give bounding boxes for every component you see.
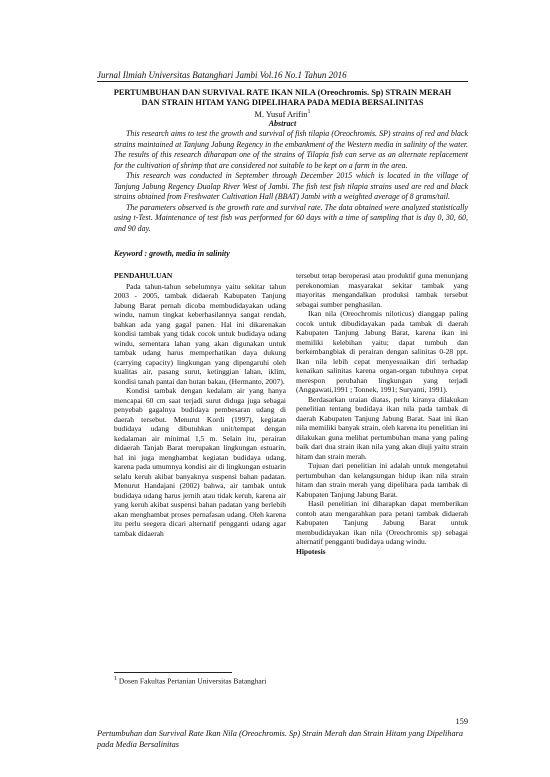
abstract-heading: Abstract (268, 119, 297, 128)
body-paragraph: Pada tahun-tahun sebelumnya yaitu sekitar tahun 2003 - 2005, tambak didaerah Kabupaten Tanjung Jabung Barat pernah dicoba membudidayakan udang windu, namun tingkat keberhasilannya sangat rendah, bahkan ada yang gagal panen. Hal ini dikarenakan kondisi tambak yang tidak cocok untuk budidaya udang windu, sementara lahan yang akan digunakan untuk tambak udang harus memperhatikan daya dukung (carrying capacity) lingkungan yang dipengaruhi oleh kualitas air, pasang surut, ketinggian lahan, iklim, kondisi tanah pantai dan hutan bakau, (Hermanto, 2007). (114, 281, 286, 386)
author-name: M. Yusuf Arifin (254, 109, 308, 119)
abstract-paragraph: The parameters observed is the growth rate and survival rate. The data obtained were analyzed statistically using t-Test. Maintenance of test fish was performed for 60 days with a time of sampling that is day 0, 30, 60, and 90 day. (114, 202, 468, 233)
body-paragraph: Hasil penelitian ini diharapkan dapat memberikan contoh atau mengarahkan para petani tambak didaerah Kabupaten Tanjung Jabung Barat untuk membudidayakan ikan nila (Oreochromis sp) sebagai alternatif pengganti budidaya udang windu. (296, 499, 468, 546)
author-footnote-mark: 1 (307, 109, 311, 115)
keywords: Keyword : growth, media in salinity (114, 249, 230, 258)
right-column (296, 271, 468, 557)
abstract-body (114, 129, 468, 234)
left-column (114, 271, 286, 538)
footnote-text: Dosen Fakultas Pertanian Universitas Batanghari (118, 676, 267, 686)
title-line-2: DAN STRAIN HITAM YANG DIPELIHARA PADA MEDIA BERSALINITAS (141, 98, 424, 108)
footnote-mark: 1 (114, 676, 117, 682)
body-paragraph: Ikan nila (Oreochromis niloticus) dianggap paling cocok untuk dibudidayakan pada tambak di daerah Kabupaten Tanjung Jabung Barat, karena ikan ini memiliki kelebihan yaitu; dapat tumbuh dan berkembangbiak di perairan dengan salinitas 0-28 ppt. Ikan nila lebih cepat menyesuaikan diri terhadap kenaikan salinitas karena organ-organ tubuhnya cepat merespon perubahan lingkungan yang terjadi (Anggawati,1991 ; Tonnek, 1991; Suryanti, 1991). (296, 309, 468, 394)
paper-title (97, 88, 468, 109)
body-paragraph: Kondisi tambak dengan kedalam air yang hanya mencapai 60 cm saat terjadi surut diduga juga sebagai penyebab gagalnya budidaya pembesaran udang di daerah tersebut. Menurut Kordi (1997), kegiatan budidaya udang dibutuhkan unit/tempat dengan kedalaman air minimal 1,5 m. Selain itu, perairan didaerah Tanjab Barat merupakan lingkungan estuarin, hal ini juga menghambat kegiatan budidaya udang, karena pada umumnya kondisi air di lingkungan estuarin selalu keruh akibat banyaknya suspensi bahan padatan. Menurut Handajani (2002) bahwa, air tambak untuk budidaya udang harus jernih atau tidak keruh, karena air yang keruh akibat suspensi bahan padatan yang berlebih akan menghambat proses pernafasan udang. Oleh karena itu perlu seegera dicari alternatif pengganti udang agar tambak didaerah (114, 386, 286, 538)
author (97, 109, 468, 119)
footnote-rule (114, 672, 232, 673)
abstract-paragraph: This research was conducted in September through December 2015 which is located in the village of Tanjung Jabung Regency Dualap River West of Jambi. The fish test fish tilapia strains used are red and black strains obtained from Freshwater Cultivation Hall (BBAT) Jambi with a weighted average of 8 grams/tail. (114, 171, 468, 201)
footnote (114, 675, 286, 686)
body-paragraph: Berdasarkan uraian diatas, perlu kiranya dilakukan penelitian tentang budidaya ikan nila pada tambak di daerah Kabupaten Tanjung Jabung Barat. Saat ini ikan nila memiliki banyak strain, oleh karena itu penelitian ini dilakukan guna melihat pertumbuhan mana yang paling baik dari dua strain ikan nila yang akan diuji yaitu strain hitam dan strain merah. (296, 394, 468, 461)
section-heading-pendahuluan: PENDAHULUAN (114, 271, 173, 280)
body-paragraph: Tujuan dari penelitian ini adalah untuk mengetahui pertumbuhan dan kelangsungan hidup ikan nila strain hitam dan strain merah yang dipelihara pada tambak di Kabupaten Tanjung Jabung Barat. (296, 461, 468, 499)
header-rule (97, 81, 468, 82)
running-header: Jurnal Ilmiah Universitas Batanghari Jambi Vol.16 No.1 Tahun 2016 (97, 70, 347, 80)
section-heading-hipotesis: Hipotesis (296, 546, 326, 556)
body-paragraph: tersebut tetap beroperasi atau produktif guna menunjang perekonomian masyarakat sekitar tambak yang mayoritas mengandalkan produksi tambak tersebut sebagai sumber penghasilan. (296, 271, 468, 309)
title-line-1: PERTUMBUHAN DAN SURVIVAL RATE IKAN NILA (Oreochromis. Sp) STRAIN MERAH (113, 88, 452, 97)
running-footer: Pertumbuhan dan Survival Rate Ikan Nila (Oreochromis. Sp) Strain Merah dan Strain Hitam yang Dipelihara pada Media Bersalinitas (97, 729, 464, 749)
abstract-paragraph: This research aims to test the growth and survival of fish tilapia (Oreochromis. SP) strains of red and black strains maintained at Tanjung Jabung Regency in the embankment of the Western media in salinity of the water. The results of this research diharapan one of the strains of Tilapia fish can serve as an alternate replacement for the cultivation of shrimp that are considered not suitable to be kept on a farm in the area. (114, 129, 468, 170)
page-number: 159 (455, 717, 468, 726)
